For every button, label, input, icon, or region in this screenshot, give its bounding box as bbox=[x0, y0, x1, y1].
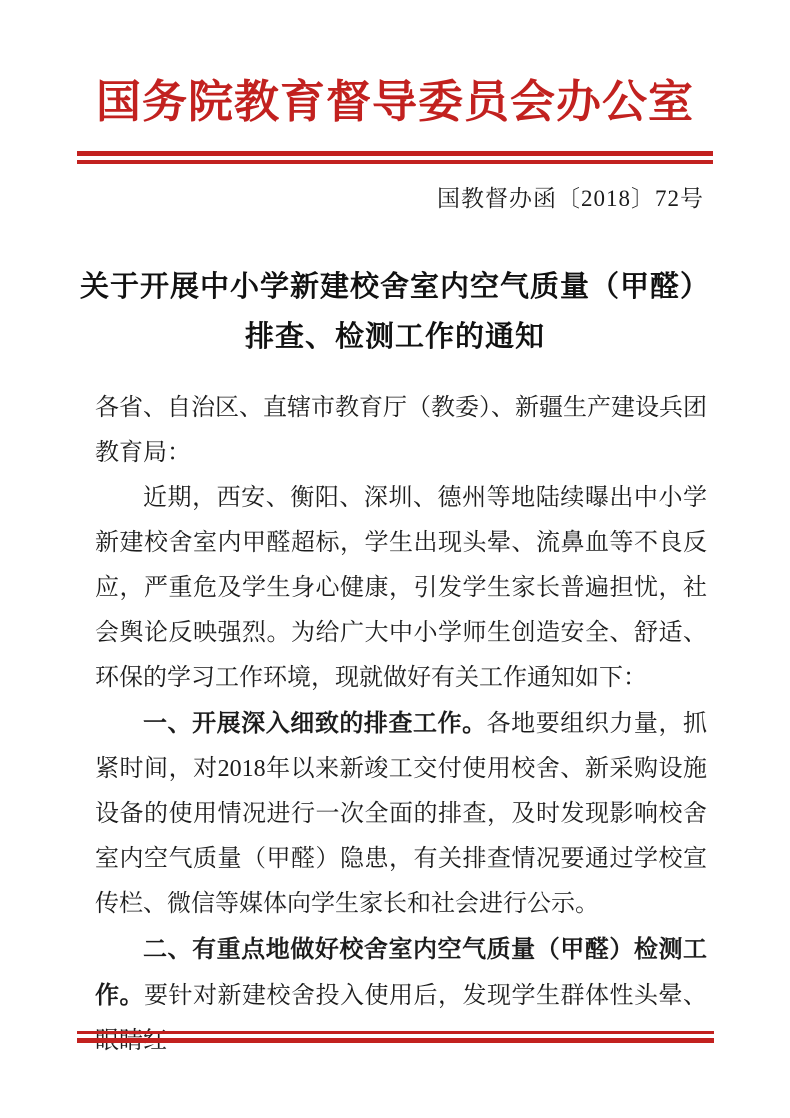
agency-letterhead: 国务院教育督导委员会办公室 bbox=[95, 77, 694, 127]
document-title bbox=[0, 262, 790, 362]
lead-sentence: 一、开展深入细致的排查工作。 bbox=[143, 710, 487, 737]
paragraph: 一、开展深入细致的排查工作。各地要组织力量，抓紧时间，对2018年以来新竣工交付使用校舍、新采购设施设备的使用情况进行一次全面的排查，及时发现影响校舍室内空气质量（甲醛）隐患，有关排查情况要通过学校宣传栏、微信等媒体向学生家长和社会进行公示。 bbox=[95, 710, 708, 917]
paragraph: 各省、自治区、直辖市教育厅（教委）、新疆生产建设兵团教育局： bbox=[95, 395, 707, 466]
lead-sentence: 二、有重点地做好校舍室内空气质量（甲醛）检测工作。 bbox=[95, 936, 707, 1009]
title-line-2: 排查、检测工作的通知 bbox=[244, 321, 545, 353]
header-red-divider bbox=[77, 151, 713, 164]
document-number: 国教督办函〔2018〕72号 bbox=[437, 186, 704, 211]
footer-red-divider bbox=[77, 1031, 714, 1043]
title-line-1: 关于开展中小学新建校舍室内空气质量（甲醛） bbox=[79, 271, 710, 303]
document-body bbox=[95, 386, 707, 1064]
paragraph: 近期，西安、衡阳、深圳、德州等地陆续曝出中小学新建校舍室内甲醛超标，学生出现头晕、流鼻血等不良反应，严重危及学生身心健康，引发学生家长普遍担忧，社会舆论反映强烈。为给广大中小学师生创造安全、舒适、环保的学习工作环境，现就做好有关工作通知如下： bbox=[95, 485, 707, 691]
paragraph: 二、有重点地做好校舍室内空气质量（甲醛）检测工作。要针对新建校舍投入使用后，发现学生群体性头晕、眼睛红 bbox=[95, 936, 707, 1054]
